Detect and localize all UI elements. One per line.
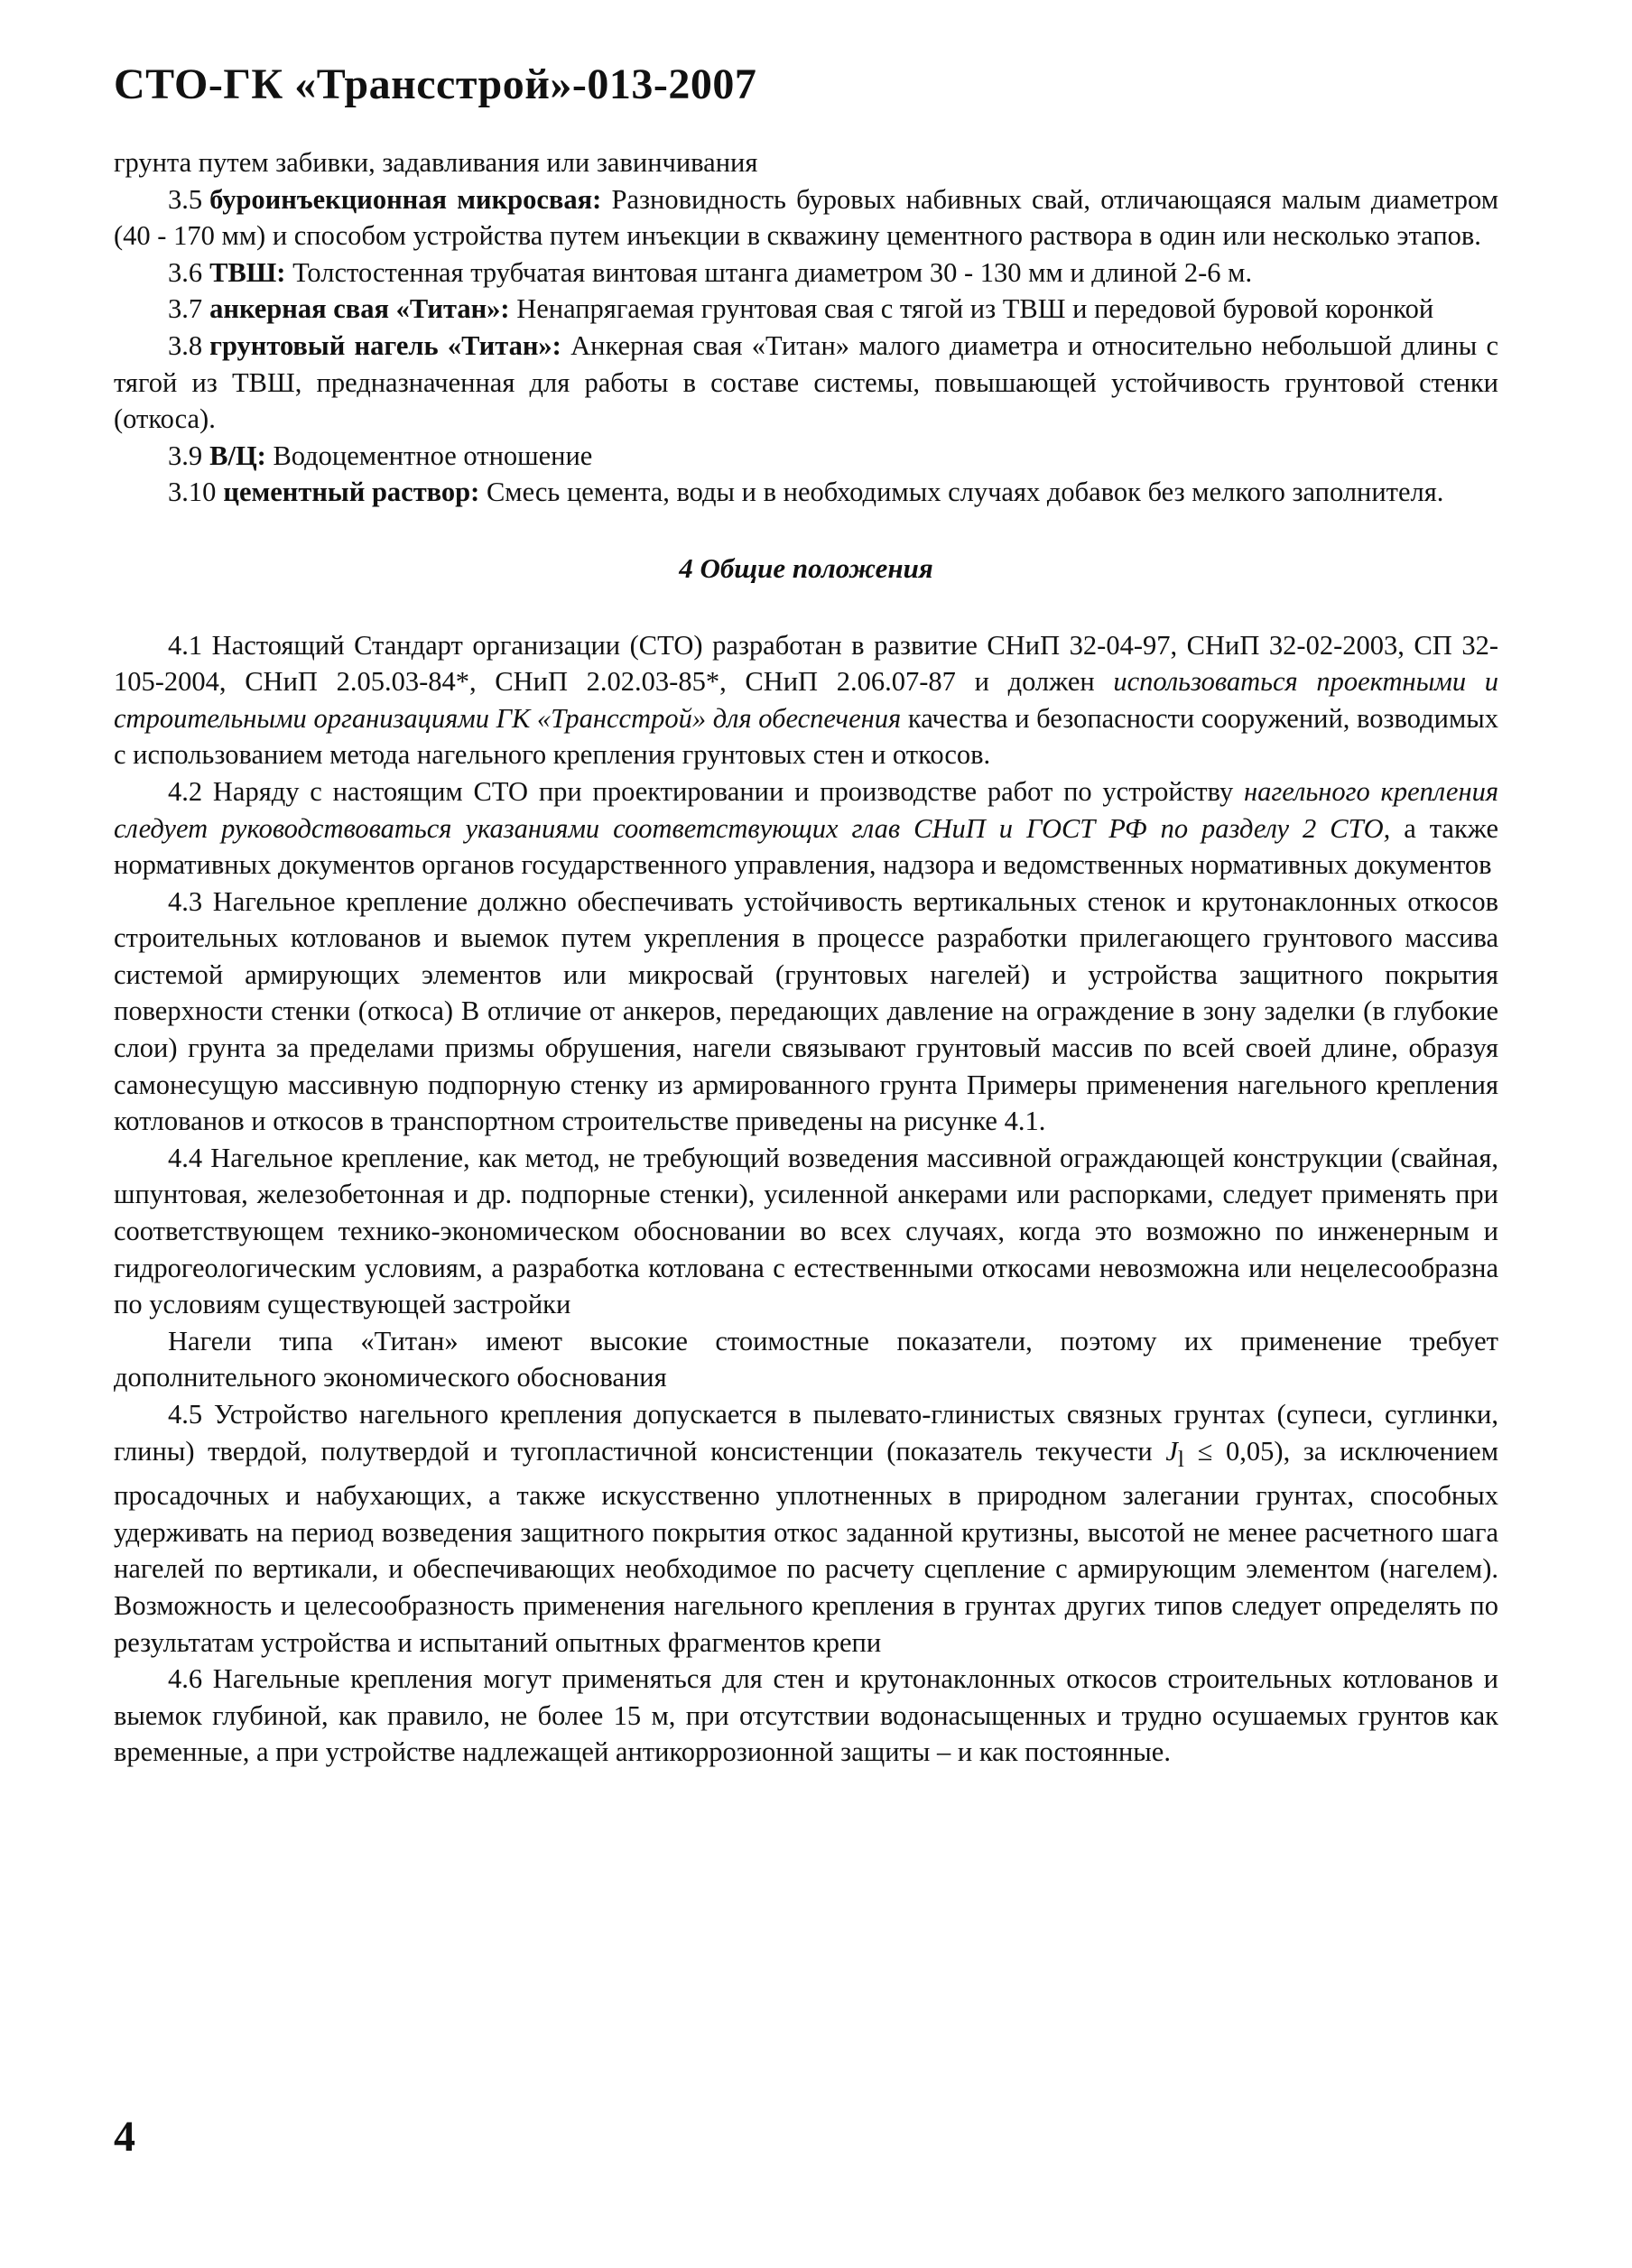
term: грунтовый нагель «Титан»: [209,329,561,361]
term: ТВШ: [209,256,286,288]
paragraph-text: 4.5 Устройство нагельного крепления допускается в пылевато-глинистых связных грунтах (супеси, суглинки, глины) твердой, полутвердой и тугопластичной консистенции (показатель текучести [114,1399,1498,1467]
paragraph-4-4-note: Нагели типа «Титан» имеют высокие стоимостные показатели, поэтому их применение требует дополнительного экономического обоснования [114,1325,1498,1393]
definition-text: Ненапрягаемая грунтовая свая с тягой из ТВШ и передовой буровой коронкой [516,293,1434,325]
paragraph-4-4: 4.4 Нагельное крепление, как метод, не требующий возведения массивной ограждающей конструкции (свайная, шпунтовая, железобетонная и др. подпорные стенки), усиленной анкерами или распорками, следует применять при соответствующем технико-экономическом обосновании во всех случаях, когда это возможно по инженерным и гидрогеологическим условиям, а разработка котлована с естественными откосами невозможна или нецелесообразна по условиям существующей застройки [114,1142,1498,1320]
paragraph-text: ≤ 0,05), за исключением просадочных и набухающих, а также искусственно уплотненных в природном залегании грунтах, способных удерживать на период возведения защитного покрытия откос заданной крутизны, высотой не менее расчетного шага нагелей по вертикали, и обеспечивающих необходимое по расчету сцепление с армирующим элементом (нагелем). Возможность и целесообразность применения нагельного крепления в грунтах других типов следует определять по результатам устройства и испытаний опытных фрагментов крепи [114,1435,1499,1658]
paragraph-text: 4.2 Наряду с настоящим СТО при проектировании и производстве работ по устройству [168,775,1234,807]
term: буроинъекционная микросвая: [209,183,602,215]
symbol-j: J [1165,1435,1178,1467]
paragraph-text: качества и безопасности сооружений, возводимых с использованием метода нагельного крепления грунтовых стен и откосов. [114,702,1498,771]
paragraph-4-5 [114,1396,1498,1661]
page-number: 4 [114,2113,135,2161]
definition-3-6 [114,255,1498,292]
paragraph-text-italic: нагельного крепления следует руководствоваться указаниями соответствующих глав СНиП и ГОСТ РФ по разделу 2 СТО, [114,775,1499,844]
item-number: 3.10 [168,477,217,508]
document-header: СТО-ГК «Трансстрой»-013-2007 [114,60,757,108]
definition-3-10 [114,474,1498,511]
definition-3-9 [114,438,1498,475]
term: В/Ц: [209,440,266,471]
item-number: 3.7 [168,293,203,325]
continued-line: грунта путем забивки, задавливания или завинчивания [114,147,758,178]
definition-3-7 [114,291,1498,328]
definition-text: Разновидность буровых набивных свай, отличающаяся малым диаметром (40 - 170 мм) и способом устройства путем инъекции в скважину цементного раствора в один или несколько этапов. [114,183,1498,252]
section-heading: 4 Общие положения [679,551,933,584]
item-number: 3.5 [168,183,203,215]
paragraph-4-6: 4.6 Нагельные крепления могут применяться для стен и крутонаклонных откосов строительных котлованов и выемок глубиной, как правило, не более 15 м, при отсутствии водонасыщенных и трудно осушаемых грунтов как временные, а при устройстве надлежащей антикоррозионной защиты – и как постоянные. [114,1663,1498,1768]
item-number: 3.6 [168,256,203,288]
term: цементный раствор: [223,477,480,508]
item-number: 3.8 [168,329,203,361]
symbol-subscript: l [1177,1446,1184,1472]
paragraph-text: а также нормативных документов органов государственного управления, надзора и ведомственных нормативных документов [114,812,1498,881]
definition-text: Смесь цемента, воды и в необходимых случаях добавок без мелкого заполнителя. [486,477,1444,508]
paragraph-4-1 [114,627,1498,773]
paragraph-text-italic: использоваться проектными и строительными организациями ГК «Трансстрой» для обеспечения [114,666,1498,734]
term: анкерная свая «Титан»: [209,293,510,325]
definition-text: Толстостенная трубчатая винтовая штанга диаметром 30 - 130 мм и длиной 2-6 м. [292,256,1253,288]
paragraph-text: 4.1 Настоящий Стандарт организации (СТО) разработан в развитие СНиП 32-04-97, СНиП 32-02-2003, СП 32-105-2004, СНиП 2.05.03-84*, СНиП 2.02.03-85*, СНиП 2.06.07-87 и должен [114,629,1498,698]
definition-text: Водоцементное отношение [273,440,593,471]
paragraph-4-2 [114,773,1498,884]
item-number: 3.9 [168,440,203,471]
paragraph-4-3: 4.3 Нагельное крепление должно обеспечивать устойчивость вертикальных стенок и крутонаклонных откосов строительных котлованов и выемок путем укрепления в процессе разработки прилегающего грунтового массива системой армирующих элементов или микросвай (грунтовых нагелей) и устройства защитного покрытия поверхности стенки (откоса) В отличие от анкеров, передающих давление на ограждение в зону заделки (в глубокие слои) грунта за пределами призмы обрушения, нагели связывают грунтовый массив по всей своей длине, образуя самонесущую массивную подпорную стенку из армированного грунта Примеры применения нагельного крепления котлованов и откосов в транспортном строительстве приведены на рисунке 4.1. [114,885,1498,1137]
document-body [114,144,1498,1771]
definition-3-8 [114,328,1498,438]
definition-3-5 [114,181,1498,255]
definition-text: Анкерная свая «Титан» малого диаметра и относительно небольшой длины с тягой из ТВШ, предназначенная для работы в составе системы, повышающей устойчивость грунтовой стенки (откоса). [114,329,1499,435]
